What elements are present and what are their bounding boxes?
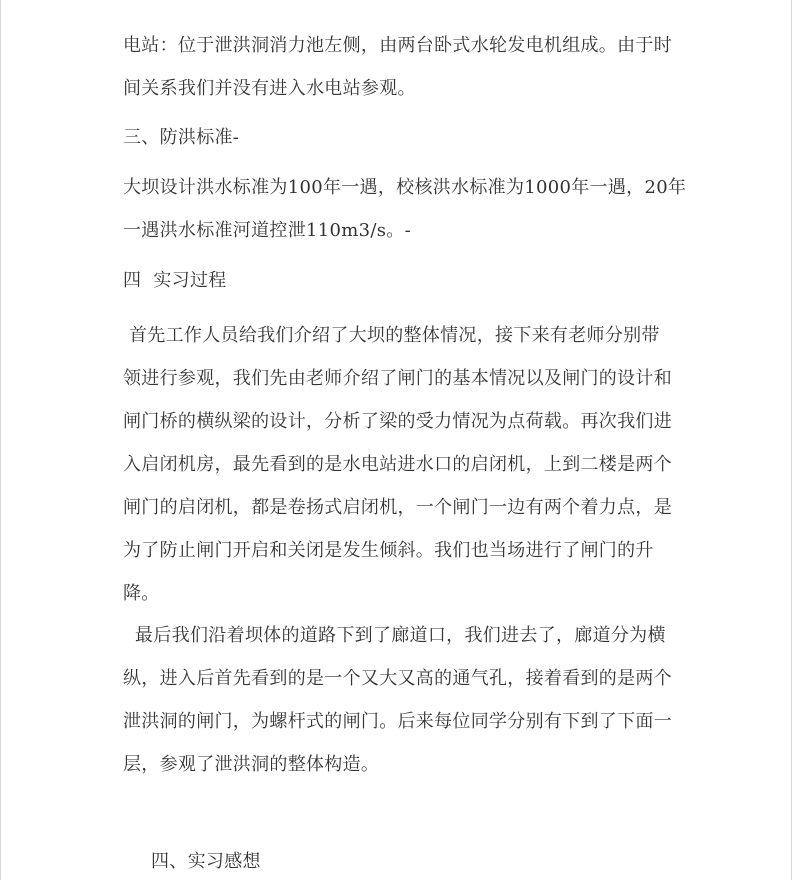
section-heading: 四、实习感想 xyxy=(151,851,261,872)
text-line: 间关系我们并没有进入水电站参观。 xyxy=(123,78,416,99)
section-heading: 四 实习过程 xyxy=(123,270,227,291)
text-line: 泄洪洞的闸门，为螺杆式的闸门。后来每位同学分别有下到了下面一 xyxy=(123,711,672,732)
text-line: 闸门桥的横纵梁的设计，分析了梁的受力情况为点荷载。再次我们进 xyxy=(123,411,672,432)
text-line: 大坝设计洪水标准为100年一遇，校核洪水标准为1000年一遇，20年 xyxy=(123,177,687,198)
paragraph-process-1 xyxy=(123,314,683,615)
heading-flood-standard xyxy=(123,116,683,159)
text-line: 电站：位于泄洪洞消力池左侧，由两台卧式水轮发电机组成。由于时 xyxy=(123,35,672,56)
text-line: 最后我们沿着坝体的道路下到了廊道口，我们进去了，廊道分为横 xyxy=(123,625,666,646)
text-line: 入启闭机房，最先看到的是水电站进水口的启闭机，上到二楼是两个 xyxy=(123,454,672,475)
paragraph-power-station xyxy=(123,24,683,110)
section-heading: 三、防洪标准- xyxy=(123,127,240,148)
heading-internship-process xyxy=(123,259,683,302)
text-line: 领进行参观，我们先由老师介绍了闸门的基本情况以及闸门的设计和 xyxy=(123,368,672,389)
text-line: 纵，进入后首先看到的是一个又大又高的通气孔，接着看到的是两个 xyxy=(123,668,672,689)
text-line: 首先工作人员给我们介绍了大坝的整体情况，接下来有老师分别带 xyxy=(123,325,660,346)
text-line: 层，参观了泄洪洞的整体构造。 xyxy=(123,754,380,775)
text-line: 为了防止闸门开启和关闭是发生倾斜。我们也当场进行了闸门的升 xyxy=(123,540,654,561)
text-line: 闸门的启闭机，都是卷扬式启闭机，一个闸门一边有两个着力点，是 xyxy=(123,497,672,518)
text-line: 降。 xyxy=(123,583,160,604)
heading-reflections xyxy=(151,840,711,883)
text-line: 一遇洪水标准河道控泄110m3/s。- xyxy=(123,220,411,241)
paragraph-process-2 xyxy=(123,614,683,786)
paragraph-flood-standard xyxy=(123,166,687,252)
